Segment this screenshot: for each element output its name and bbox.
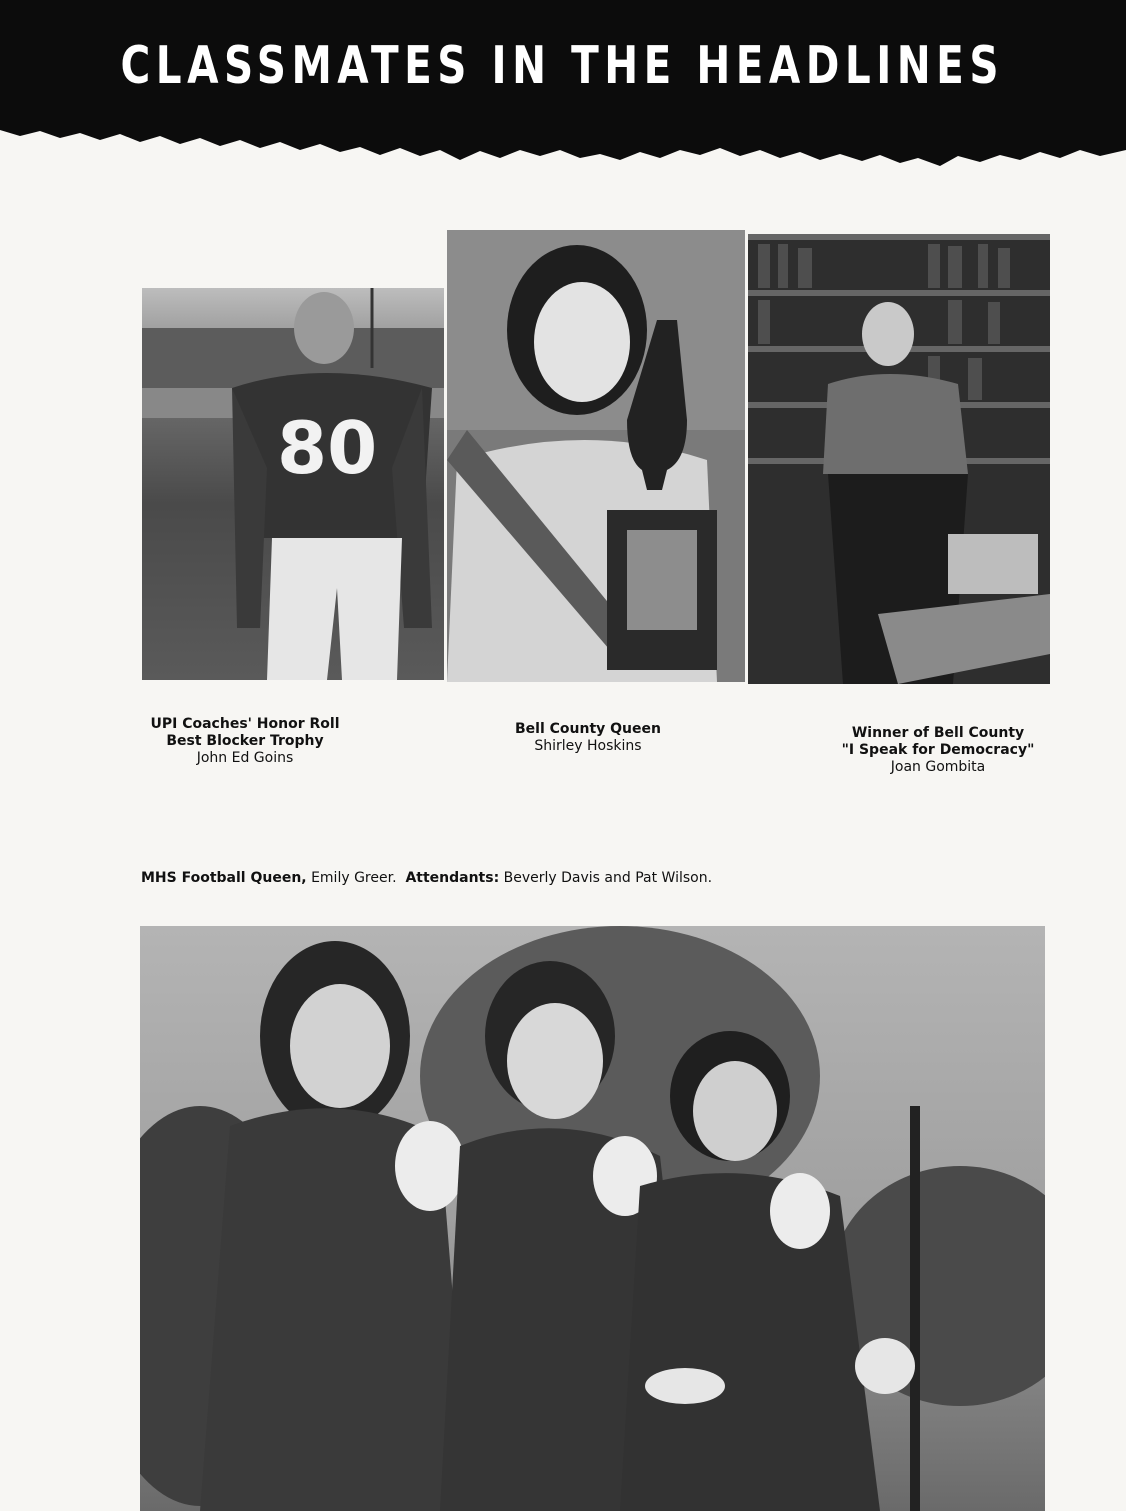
- caption-person-name: Joan Gombita: [890, 759, 986, 775]
- caption-hoskins: [458, 721, 718, 755]
- caption-gombita: [800, 725, 1076, 776]
- queen-name: Emily Greer.: [311, 870, 397, 886]
- attendants-names: Beverly Davis and Pat Wilson.: [503, 870, 713, 886]
- caption-goins: [120, 716, 370, 767]
- speaker-in-library-photo: [748, 234, 1050, 684]
- football-player-photo: [142, 288, 444, 680]
- caption-title-line: Winner of Bell County: [851, 725, 1025, 741]
- caption-title-line: UPI Coaches' Honor Roll: [150, 716, 340, 732]
- caption-title-line: Bell County Queen: [515, 721, 661, 737]
- page-title: CLASSMATES IN THE HEADLINES: [120, 36, 1005, 96]
- caption-person-name: Shirley Hoskins: [534, 738, 642, 754]
- caption-person-name: John Ed Goins: [196, 750, 294, 766]
- queen-with-trophy-photo: [447, 230, 745, 682]
- queen-label: MHS Football Queen,: [141, 870, 307, 886]
- attendants-label: Attendants:: [405, 870, 500, 886]
- caption-title-line: "I Speak for Democracy": [841, 742, 1035, 758]
- football-queen-group-photo: [140, 926, 1045, 1511]
- football-queen-caption: [141, 870, 712, 886]
- caption-title-line: Best Blocker Trophy: [166, 733, 324, 749]
- jersey-number: 80: [277, 406, 378, 490]
